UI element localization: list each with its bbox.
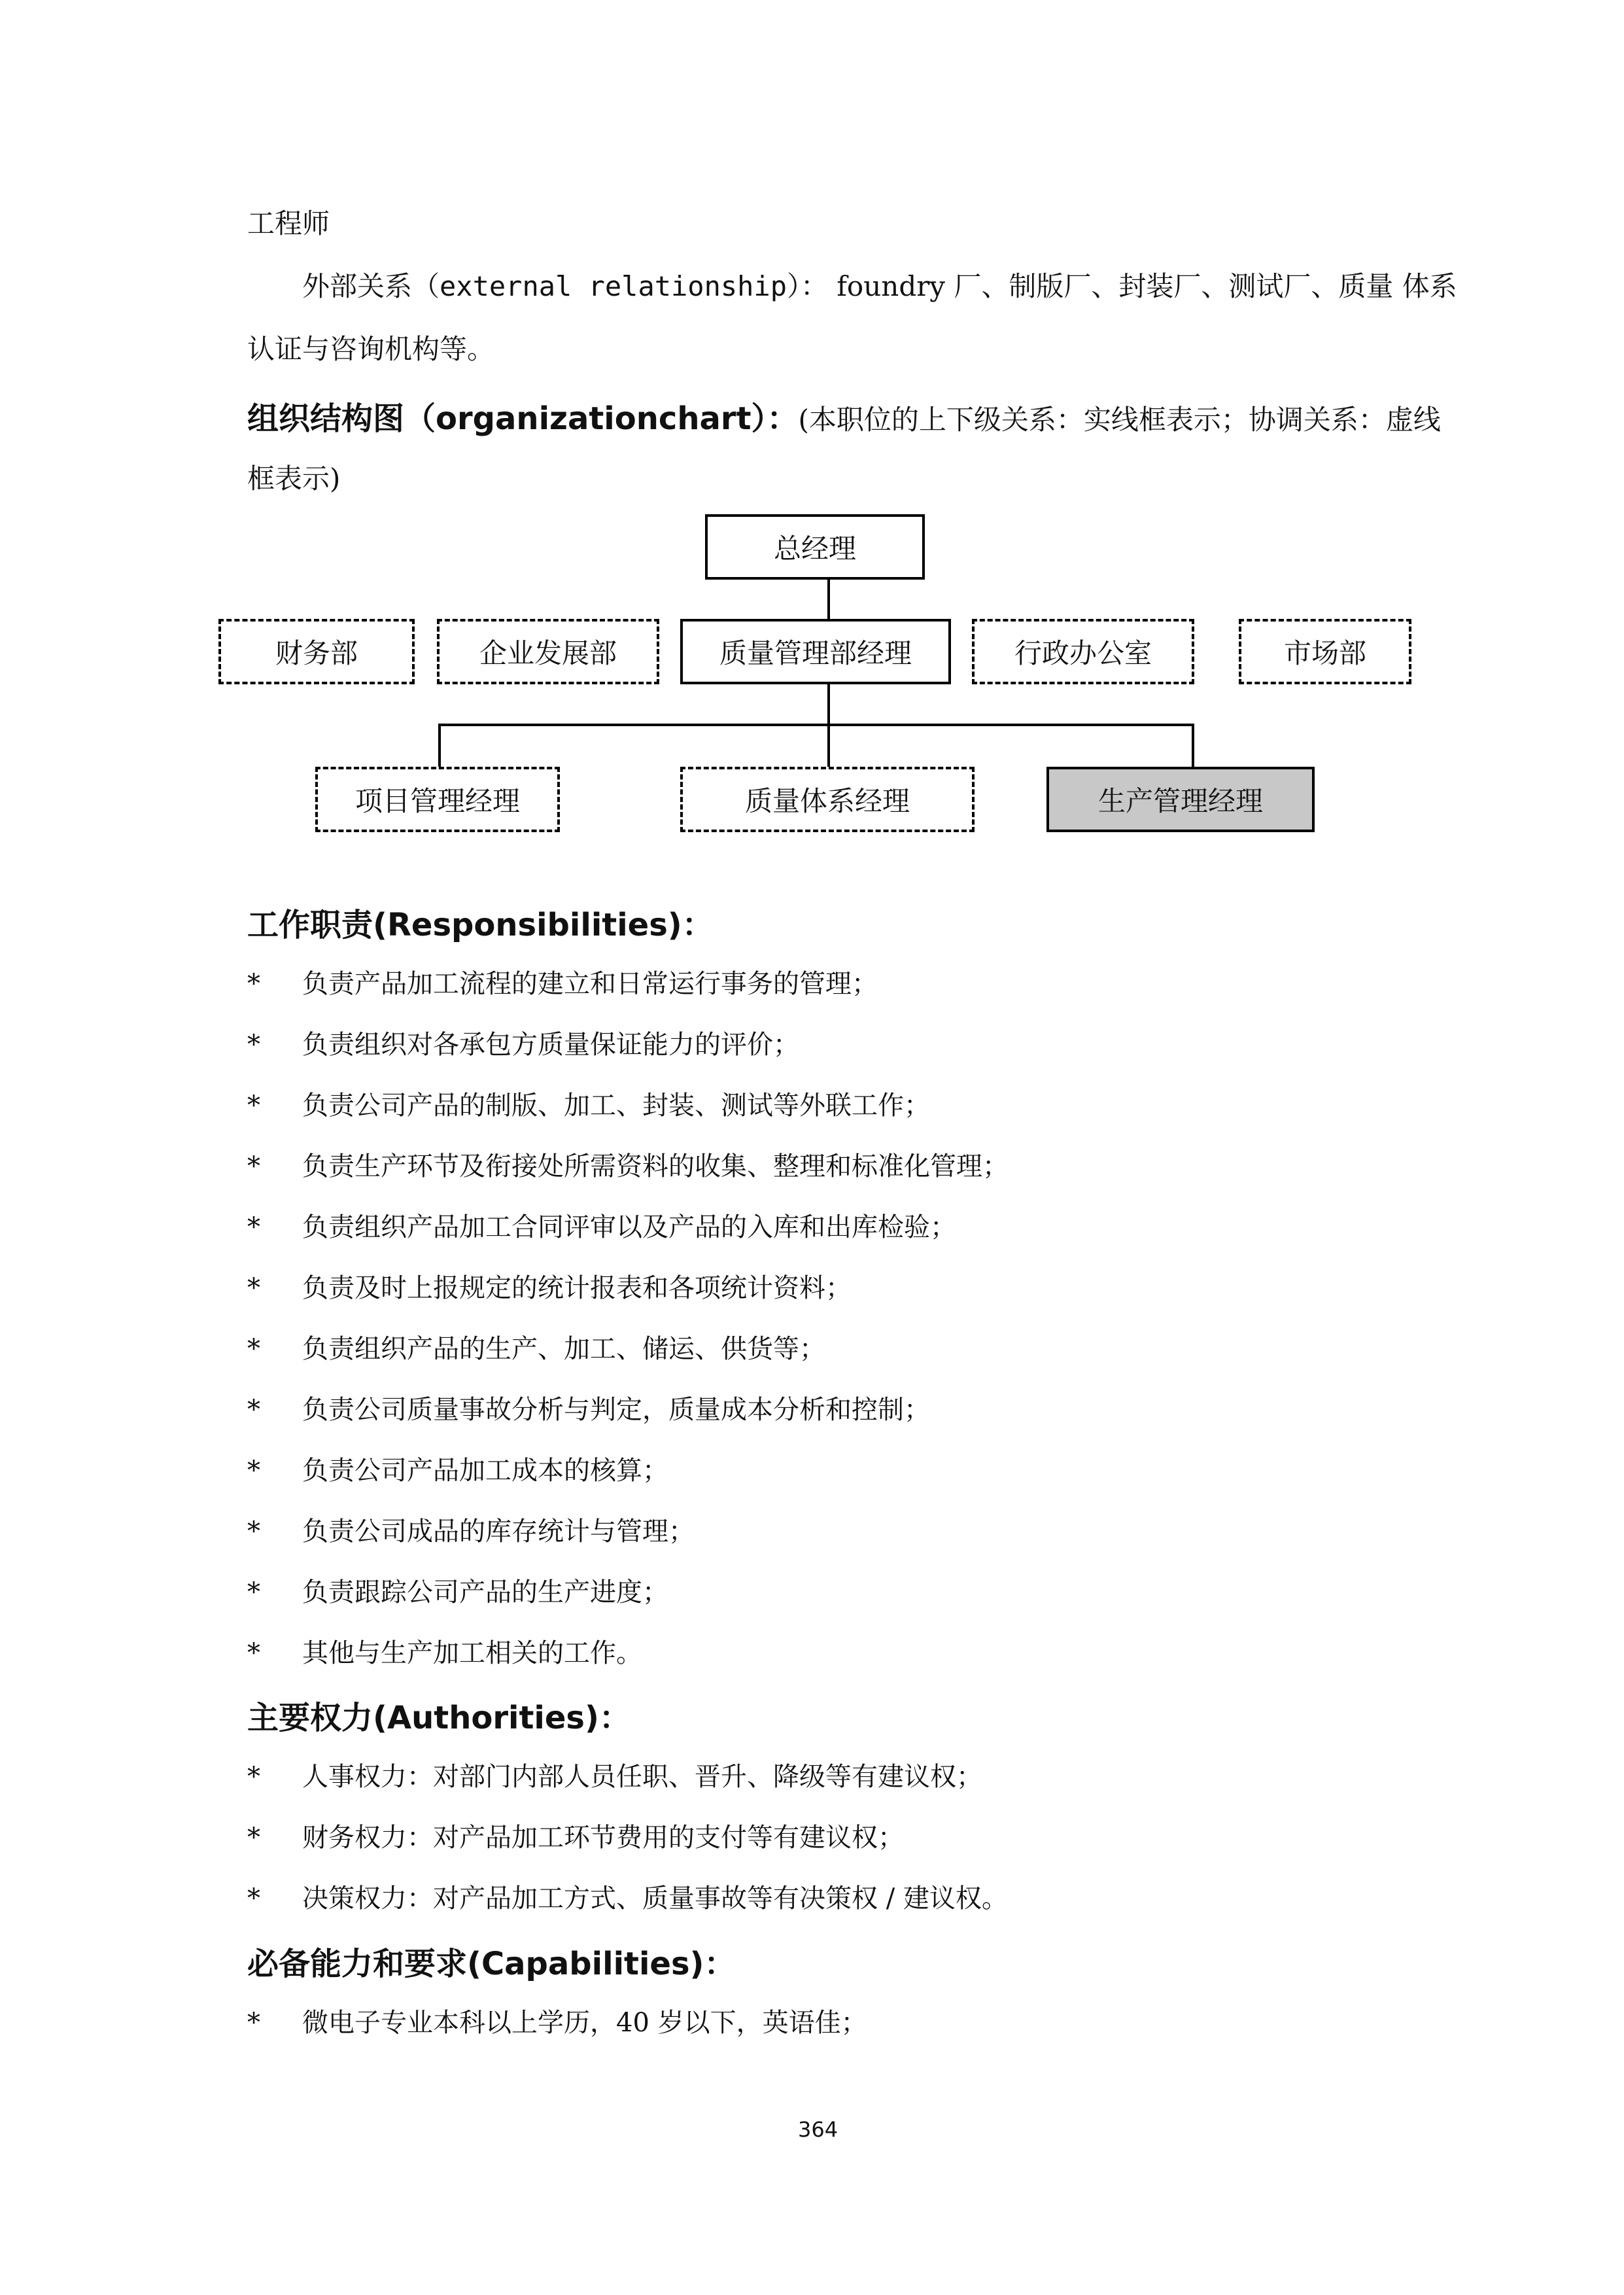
- authority-item: [247, 1821, 904, 1855]
- responsibility-item: [247, 1636, 642, 1670]
- responsibility-item-text: 负责组织对各承包方质量保证能力的评价；: [302, 1030, 799, 1060]
- responsibility-item-text: 负责产品加工流程的建立和日常运行事务的管理；: [302, 969, 878, 999]
- bullet-star-icon: *: [247, 1456, 260, 1486]
- connector-horizontal-bar: [438, 724, 1194, 726]
- capability-item: [247, 2006, 867, 2040]
- bullet-star-icon: *: [247, 1762, 260, 1792]
- org-chart-heading: [247, 399, 1441, 440]
- responsibility-item: [247, 1332, 825, 1366]
- org-chart-heading-title: 组织结构图（organizationchart）：: [247, 400, 799, 437]
- connector-bottom-2: [827, 724, 830, 768]
- intro-line-1: 工程师: [247, 207, 330, 239]
- bullet-star-icon: *: [247, 1030, 260, 1060]
- capabilities-heading: 必备能力和要求(Capabilities)：: [247, 1946, 736, 1982]
- bullet-star-icon: *: [247, 2008, 260, 2038]
- org-box-general-manager: 总经理: [705, 514, 925, 580]
- external-relationship-english: （external relationship）：: [412, 270, 829, 302]
- responsibility-item: [247, 1454, 668, 1488]
- responsibility-item-text: 负责组织产品加工合同评审以及产品的入库和出库检验；: [302, 1212, 956, 1242]
- responsibility-item-text: 负责公司产品加工成本的核算；: [302, 1456, 668, 1486]
- responsibility-item-text: 其他与生产加工相关的工作。: [302, 1638, 642, 1668]
- responsibility-item: [247, 1210, 956, 1244]
- connector-middle-down: [827, 684, 830, 725]
- connector-bottom-3: [1192, 724, 1194, 768]
- responsibility-item: [247, 1271, 852, 1305]
- bullet-star-icon: *: [247, 1823, 260, 1853]
- bullet-star-icon: *: [247, 1151, 260, 1182]
- org-box-admin-office: 行政办公室: [972, 619, 1194, 684]
- authorities-heading: 主要权力(Authorities)：: [247, 1700, 631, 1736]
- org-box-quality-management-manager: 质量管理部经理: [680, 619, 951, 684]
- responsibility-item: [247, 1089, 930, 1123]
- responsibility-item-text: 负责及时上报规定的统计报表和各项统计资料；: [302, 1273, 852, 1303]
- org-chart-heading-note-line-2: 框表示): [247, 463, 341, 495]
- responsibility-item: [247, 1028, 799, 1062]
- bullet-star-icon: *: [247, 1638, 260, 1668]
- responsibilities-heading: 工作职责(Responsibilities)：: [247, 907, 714, 943]
- responsibility-item-text: 负责组织产品的生产、加工、储运、供货等；: [302, 1334, 825, 1364]
- responsibility-item-text: 负责公司质量事故分析与判定，质量成本分析和控制；: [302, 1395, 930, 1425]
- responsibility-item: [247, 1515, 695, 1549]
- intro-line-2: [302, 268, 1457, 305]
- org-box-business-development: 企业发展部: [437, 619, 659, 684]
- responsibility-item: [247, 1393, 930, 1427]
- bullet-star-icon: *: [247, 1577, 260, 1607]
- connector-top-to-middle: [827, 578, 830, 622]
- intro-line-3: 认证与咨询机构等。: [247, 333, 495, 365]
- responsibility-item: [247, 1149, 1009, 1183]
- capability-item-text: 微电子专业本科以上学历，40 岁以下，英语佳；: [302, 2008, 867, 2038]
- org-box-production-manager: 生产管理经理: [1046, 767, 1315, 832]
- bullet-star-icon: *: [247, 1516, 260, 1547]
- responsibility-item-text: 负责生产环节及衔接处所需资料的收集、整理和标准化管理；: [302, 1151, 1009, 1182]
- bullet-star-icon: *: [247, 1212, 260, 1242]
- org-box-finance: 财务部: [218, 619, 415, 684]
- external-relationship-list: foundry 厂、制版厂、封装厂、测试厂、质量 体系: [837, 270, 1457, 302]
- authority-item-text: 决策权力：对产品加工方式、质量事故等有决策权 / 建议权。: [302, 1883, 1008, 1914]
- authority-item: [247, 1882, 1008, 1916]
- authority-item-text: 财务权力：对产品加工环节费用的支付等有建议权；: [302, 1823, 904, 1853]
- page-number: 364: [798, 2117, 838, 2142]
- bullet-star-icon: *: [247, 969, 260, 999]
- bullet-star-icon: *: [247, 1091, 260, 1121]
- responsibility-item-text: 负责跟踪公司产品的生产进度；: [302, 1577, 668, 1607]
- bullet-star-icon: *: [247, 1395, 260, 1425]
- connector-bottom-1: [438, 724, 441, 768]
- external-relationship-label: 外部关系: [302, 270, 413, 302]
- responsibility-item: [247, 967, 878, 1001]
- bullet-star-icon: *: [247, 1883, 260, 1914]
- responsibility-item: [247, 1575, 668, 1609]
- org-chart-heading-note: (本职位的上下级关系：实线框表示；协调关系：虚线: [798, 404, 1441, 436]
- responsibility-item-text: 负责公司成品的库存统计与管理；: [302, 1516, 695, 1547]
- responsibility-item-text: 负责公司产品的制版、加工、封装、测试等外联工作；: [302, 1091, 930, 1121]
- bullet-star-icon: *: [247, 1273, 260, 1303]
- org-box-project-manager: 项目管理经理: [315, 767, 560, 832]
- authority-item: [247, 1760, 982, 1794]
- bullet-star-icon: *: [247, 1334, 260, 1364]
- org-box-marketing: 市场部: [1239, 619, 1411, 684]
- authority-item-text: 人事权力：对部门内部人员任职、晋升、降级等有建议权；: [302, 1762, 982, 1792]
- org-box-quality-system-manager: 质量体系经理: [680, 767, 975, 832]
